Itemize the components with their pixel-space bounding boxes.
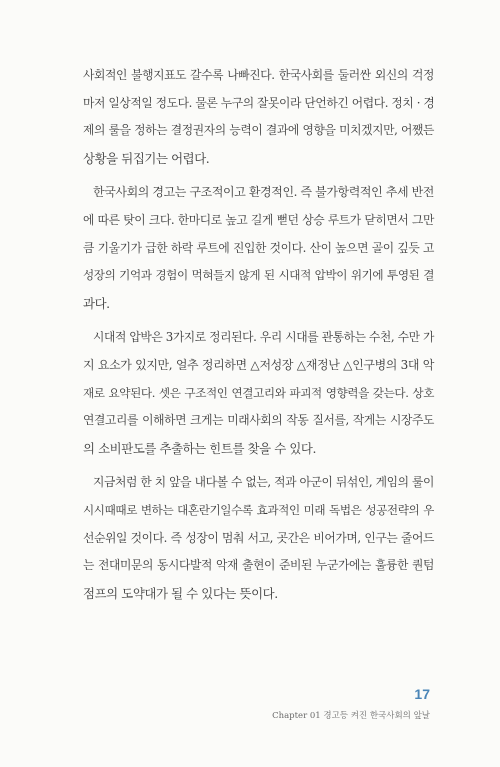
text-line: 지 요소가 있지만, 얼추 정리하면 △저성장 △재정난 △인구병의 3대 악 (83, 357, 434, 372)
paragraph-3 (83, 324, 434, 462)
body-text (83, 62, 434, 614)
page-number: 17 (414, 686, 430, 702)
text-line: 제의 룰을 정하는 결정권자의 능력이 결과에 영향을 미치겠지만, 어쨌든 (83, 123, 434, 138)
paragraph-4 (83, 469, 434, 607)
text-line: 점프의 도약대가 될 수 있다는 뜻이다. (83, 585, 278, 601)
text-line: 의 소비판도를 추출하는 힌트를 찾을 수 있다. (83, 440, 317, 456)
running-footer: Chapter 01 경고등 켜진 한국사회의 앞날 (272, 711, 430, 721)
text-line: 는 전대미문의 동시다발적 악재 출현이 준비된 누군가에는 훌륭한 퀀텀 (83, 558, 434, 573)
text-line: 연결고리를 이해하면 크게는 미래사회의 작동 질서를, 작게는 시장주도 (83, 413, 434, 428)
text-line: 한국사회의 경고는 구조적이고 환경적인. 즉 불가항력적인 추세 반전 (93, 185, 434, 200)
text-line: 과다. (83, 295, 110, 311)
text-line: 시대적 압박은 3가지로 정리된다. 우리 시대를 관통하는 수천, 수만 가 (93, 330, 434, 345)
paragraph-2 (83, 179, 434, 317)
text-line: 선순위일 것이다. 즉 성장이 멈춰 서고, 곳간은 비어가며, 인구는 줄어드 (83, 530, 434, 545)
text-line: 마저 일상적일 정도다. 물론 누구의 잘못이라 단언하긴 어렵다. 정치 · 경 (83, 95, 435, 110)
text-line: 사회적인 불행지표도 갈수록 나빠진다. 한국사회를 둘러싼 외신의 걱정 (83, 68, 434, 82)
text-line: 상황을 뒤집기는 어렵다. (83, 150, 210, 166)
text-line: 시시때때로 변하는 대혼란기일수록 효과적인 미래 독법은 성공전략의 우 (83, 502, 434, 517)
text-line: 재로 요약된다. 셋은 구조적인 연결고리와 파괴적 영향력을 갖는다. 상호 (83, 385, 434, 400)
text-line: 큼 기울기가 급한 하락 루트에 진입한 것이다. 산이 높으면 골이 깊듯 고 (83, 240, 434, 255)
text-line: 지금처럼 한 치 앞을 내다볼 수 없는, 적과 아군이 뒤섞인, 게임의 룰이 (93, 475, 434, 490)
text-line: 성장의 기억과 경험이 먹혀들지 않게 된 시대적 압박이 위기에 투영된 결 (83, 268, 434, 283)
text-line: 에 따른 탓이 크다. 한마디로 높고 길게 뻗던 상승 루트가 닫히면서 그만 (83, 212, 434, 227)
paragraph-1 (83, 62, 434, 172)
